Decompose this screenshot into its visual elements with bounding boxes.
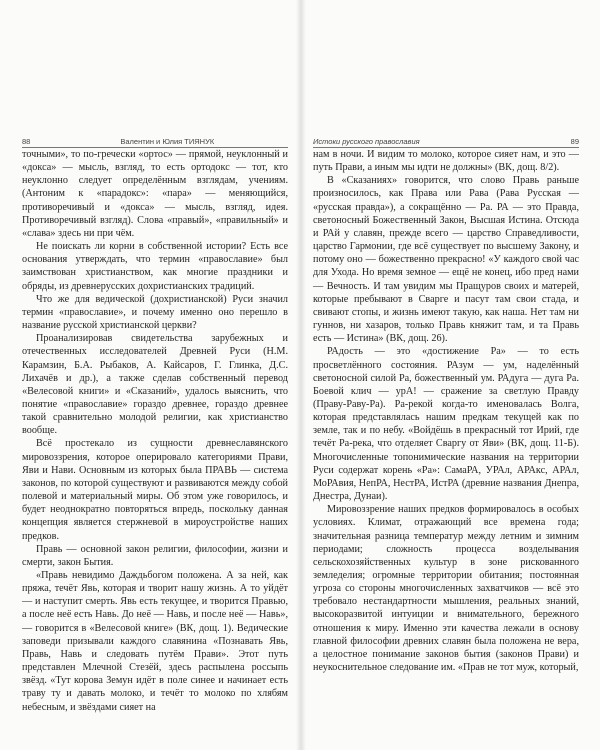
paragraph: Мировоззрение наших предков формировалось в особых условиях. Климат, отражающий все времена года; значительная разница температур между летним и зимним периодами; сложность процесса возделывания сельскохозяйственных культур в зоне рискованного земледелия; огромные территории обитания; постоянная угроза со стороны многочисленных захватчиков — всё это требовало нестандартности мышления, реальных знаний, высокоразвитой интуиции и внимательного, бережного отношения к миру. Именно эти качества лежали в основу главной философии древних славян была положена не вера, а целостное понимание законов бытия (законов Прави) и неукоснительное следование им. «Прав не тот муж, который, — [313, 504, 579, 674]
paragraph: Что же для ведической (дохристианской) Руси значил термин «православие», и почему именно оно перешло в название русской христианской церкви? — [22, 293, 288, 332]
paragraph: Всё простекало из сущности древнеславянского мировоззрения, которое оперировало категориями Прави, Яви и Нави. Основным из которых была ПРАВЬ — система законов, по которой существуют и развиваются между собой полевой и материальный миры. Об этом уже говорилось, и будет неоднократно повторяться впредь, поскольку данная концепция является стержневой в мироустройстве наших предков. — [22, 438, 288, 542]
left-running-head-authors: Валентин и Юлия ТИЯНУК — [120, 137, 215, 146]
paragraph: В «Сказаниях» говорится, что слово Правь раньше произносилось, как Права или Рава (Рава Русская — «русская правда»), а сокращённо — Ра. РА — это Правда, светоносный Божественный Закон, Высшая Истина. Отсюда и РАй у славян, прежде всего — царство Справедливости, царство Гармонии, где всё существует по высшему Закону, и потому оно — божественно прекрасно! «У каждого свой час для Ухода. Но время земное — ещё не конец, ибо пред нами — Вечность. И там увидим мы Пращуров своих и матерей, которые пребывают в Сварге и пасут там свои стада, и свивают стопы, и жизнь имеют такую, как наша. Нет там ни гуннов, ни хазаров, только Правь княжит там, и та Правь есть — Истина» (ВК, дощ. 26). — [313, 175, 579, 345]
paragraph: «Правь невидимо Даждьбогом положена. А за ней, как пряжа, течёт Явь, которая и творит нашу жизнь. А то уйдёт — и наступит смерть. Явь есть текущее, и творится Правью, а после неё есть Навь. До неё — Навь, и после неё — Навь», — говорится в «Велесовой книге» (ВК, дощ. 1). Ведические заповеди призывали каждого славянина «Познавать Явь, Правь, Навь и следовать путём Прави». Этот путь представлен Млечной Стезёй, здесь распылена россыпь звёзд. «Тут корова Земун идёт в поле синее и начинает есть траву ту и давать молоко, и течёт то молоко по хлябям небесным, и звёздами сияет на — [22, 570, 288, 713]
left-running-head — [22, 132, 288, 148]
right-page-number: 89 — [570, 137, 579, 146]
right-running-head-title: Истоки русского православия — [313, 137, 420, 146]
left-page-text — [22, 148, 288, 714]
left-page-number: 88 — [22, 137, 31, 146]
book-gutter — [296, 0, 306, 750]
left-page — [22, 132, 288, 714]
paragraph: Правь — основной закон религии, философии, жизни и смерти, закон Бытия. — [22, 543, 288, 568]
paragraph: Проанализировав свидетельства зарубежных и отечественных исследователей Древней Руси (Н.М. Карамзин, Б.А. Рыбаков, А. Кайсаров, Г. Глинка, Д.С. Лихачёв и др.), а также сделав собственный перевод «Велесовой книги» и «Сказаний», удалось выяснить, что понятие «православие» гораздо древнее, гораздо древнее такой сравнительно молодой религии, как христианство вообще. — [22, 333, 288, 437]
right-page — [313, 132, 579, 674]
paragraph: Не поискать ли корни в собственной истории? Есть все основания утверждать, что термин «православие» был заимствован христианством, как многие праздники и обряды, из древнерусских дохристианских традиций. — [22, 241, 288, 292]
paragraph: точными», то по-гречески «ортос» — прямой, неуклонный и «докса» — мысль, взгляд, то есть ортодокс — тот, кто неуклонно следует определённым взглядам, учениям. (Антоним к «парадокс»: «пара» — меняющийся, противоречивый и «докса» — мысль, взгляд, идея. Противоречивый взгляд). Слова «правый», «правильный» и «слава» здесь ни при чём. — [22, 149, 288, 239]
right-page-text — [313, 148, 579, 674]
paragraph: РАдость — это «достижение Ра» — то есть просветлённого состояния. РАзум — ум, наделённый светоносной силой Ра, божественный ум. РАдуга — дуга Ра. Боевой клич — урА! — сражение за светлую Правду (Праву-Раву-Ра). Ра-рекой когда-то именовалась Волга, которая представлялась нашим предкам текущей как по земле, так и по небу. «Войдёшь в прекрасный тот Ирий, где течёт Ра-река, что отделяет Сваргу от Яви» (ВК, дощ. 11-Б). Многочисленные топонимические названия на территории Руси содержат корень «Ра»: СамаРА, УРАл, АРАкс, АРАл, МоРАвия, НепРА, НестРА, ИстРА (древние названия Днепра, Днестра, Дунаи). — [313, 346, 579, 503]
right-running-head — [313, 132, 579, 148]
paragraph: нам в ночи. И видим то молоко, которое сияет нам, и это — путь Прави, а иным мы идти не должны» (ВК, дощ. 8/2). — [313, 149, 579, 174]
